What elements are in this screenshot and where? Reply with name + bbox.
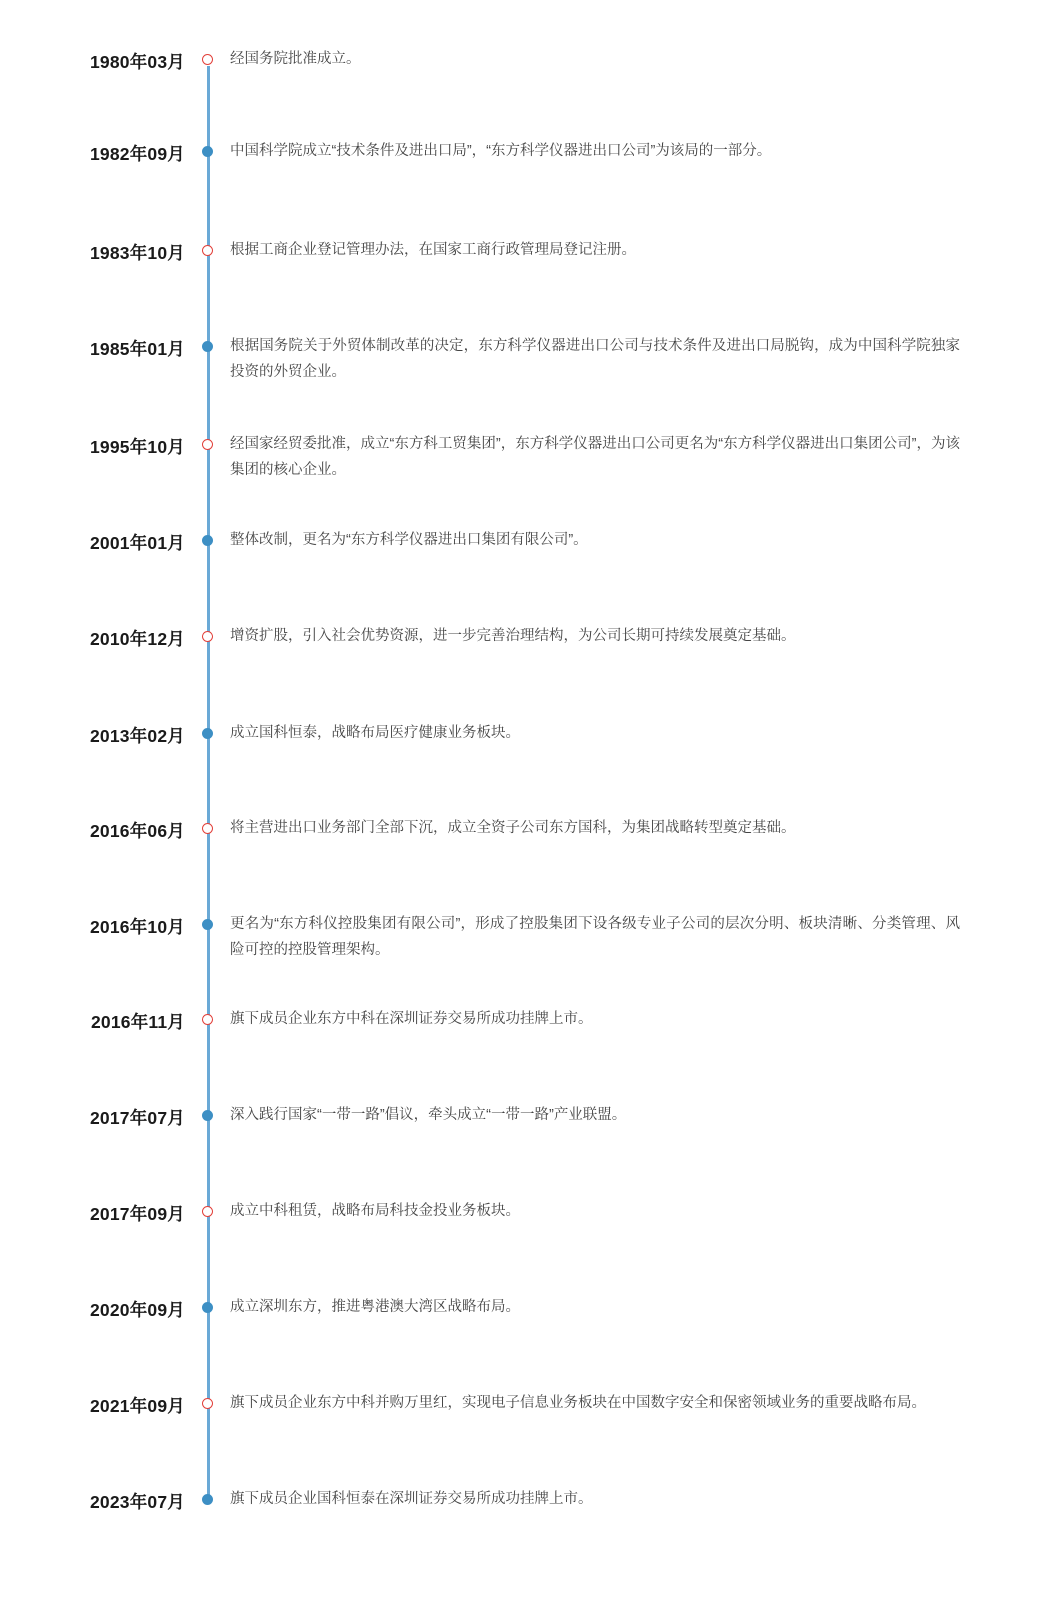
event-description: 成立中科租赁，战略布局科技金投业务板块。 [230, 1203, 520, 1219]
timeline-event [0, 1108, 1064, 1128]
timeline-event [0, 1300, 1064, 1320]
event-marker-cell [185, 437, 230, 450]
event-marker-cell [185, 1396, 230, 1409]
event-marker-cell [185, 1012, 230, 1025]
timeline-dot-filled-icon [202, 1110, 213, 1121]
timeline-event [0, 917, 1064, 963]
event-date: 1995年10月 [90, 437, 185, 457]
event-marker-cell [185, 917, 230, 930]
event-description: 整体改制，更名为“东方科学仪器进出口集团有限公司”。 [230, 532, 588, 548]
timeline-event [0, 144, 1064, 164]
timeline-dot-filled-icon [202, 146, 213, 157]
event-marker-cell [185, 533, 230, 546]
event-description: 更名为“东方科仪控股集团有限公司”，形成了控股集团下设各级专业子公司的层次分明、板块清晰、分类管理、风险可控的控股管理架构。 [230, 916, 960, 958]
timeline-dot-filled-icon [202, 535, 213, 546]
event-date: 2016年11月 [90, 1012, 185, 1032]
timeline-dot-hollow-icon [202, 1206, 213, 1217]
event-marker-cell [185, 1300, 230, 1313]
event-description: 经国家经贸委批准，成立“东方科工贸集团”，东方科学仪器进出口公司更名为“东方科学仪器进出口集团公司”，为该集团的核心企业。 [230, 436, 960, 478]
timeline-event [0, 52, 1064, 72]
event-description: 旗下成员企业东方中科并购万里红，实现电子信息业务板块在中国数字安全和保密领域业务的重要战略布局。 [230, 1395, 926, 1411]
timeline-dot-hollow-icon [202, 1398, 213, 1409]
timeline-event [0, 533, 1064, 553]
event-description: 旗下成员企业国科恒泰在深圳证券交易所成功挂牌上市。 [230, 1491, 593, 1507]
timeline-dot-hollow-icon [202, 631, 213, 642]
event-description: 根据国务院关于外贸体制改革的决定，东方科学仪器进出口公司与技术条件及进出口局脱钩，成为中国科学院独家投资的外贸企业。 [230, 338, 960, 380]
timeline-event [0, 437, 1064, 483]
event-date: 2017年07月 [90, 1108, 185, 1128]
event-marker-cell [185, 821, 230, 834]
timeline-event [0, 339, 1064, 385]
event-description: 经国务院批准成立。 [230, 51, 361, 67]
event-description: 增资扩股，引入社会优势资源，进一步完善治理结构，为公司长期可持续发展奠定基础。 [230, 628, 796, 644]
timeline-dot-filled-icon [202, 1302, 213, 1313]
event-marker-cell [185, 1204, 230, 1217]
timeline-event [0, 821, 1064, 841]
event-date: 2010年12月 [90, 629, 185, 649]
event-description: 旗下成员企业东方中科在深圳证券交易所成功挂牌上市。 [230, 1011, 593, 1027]
event-date: 2021年09月 [90, 1396, 185, 1416]
timeline-event [0, 1012, 1064, 1032]
event-marker-cell [185, 1108, 230, 1121]
event-date: 1983年10月 [90, 243, 185, 263]
event-marker-cell [185, 144, 230, 157]
event-date: 2016年06月 [90, 821, 185, 841]
timeline-dot-filled-icon [202, 341, 213, 352]
timeline-event [0, 1204, 1064, 1224]
event-marker-cell [185, 52, 230, 65]
timeline-dot-filled-icon [202, 919, 213, 930]
event-date: 1982年09月 [90, 144, 185, 164]
timeline-dot-hollow-icon [202, 439, 213, 450]
event-date: 2001年01月 [90, 533, 185, 553]
event-date: 1980年03月 [90, 52, 185, 72]
event-marker-cell [185, 1492, 230, 1505]
event-date: 2016年10月 [90, 917, 185, 937]
event-date: 2023年07月 [90, 1492, 185, 1512]
timeline-dot-filled-icon [202, 728, 213, 739]
timeline-event [0, 1492, 1064, 1512]
event-date: 2013年02月 [90, 726, 185, 746]
timeline-dot-filled-icon [202, 1494, 213, 1505]
event-description: 成立国科恒泰，战略布局医疗健康业务板块。 [230, 725, 520, 741]
timeline-axis [207, 66, 210, 1503]
event-description: 成立深圳东方，推进粤港澳大湾区战略布局。 [230, 1299, 520, 1315]
event-description: 将主营进出口业务部门全部下沉，成立全资子公司东方国科，为集团战略转型奠定基础。 [230, 820, 796, 836]
event-marker-cell [185, 629, 230, 642]
timeline-dot-hollow-icon [202, 1014, 213, 1025]
event-date: 2020年09月 [90, 1300, 185, 1320]
timeline-event [0, 243, 1064, 263]
timeline-dot-hollow-icon [202, 823, 213, 834]
event-description: 根据工商企业登记管理办法，在国家工商行政管理局登记注册。 [230, 242, 636, 258]
event-marker-cell [185, 243, 230, 256]
timeline-event [0, 629, 1064, 649]
event-marker-cell [185, 339, 230, 352]
event-marker-cell [185, 726, 230, 739]
event-date: 2017年09月 [90, 1204, 185, 1224]
event-description: 中国科学院成立“技术条件及进出口局”，“东方科学仪器进出口公司”为该局的一部分。 [230, 143, 772, 159]
timeline-event [0, 726, 1064, 746]
timeline-event [0, 1396, 1064, 1416]
event-description: 深入践行国家“一带一路”倡议，牵头成立“一带一路”产业联盟。 [230, 1107, 627, 1123]
event-date: 1985年01月 [90, 339, 185, 359]
timeline-dot-hollow-icon [202, 54, 213, 65]
timeline-dot-hollow-icon [202, 245, 213, 256]
